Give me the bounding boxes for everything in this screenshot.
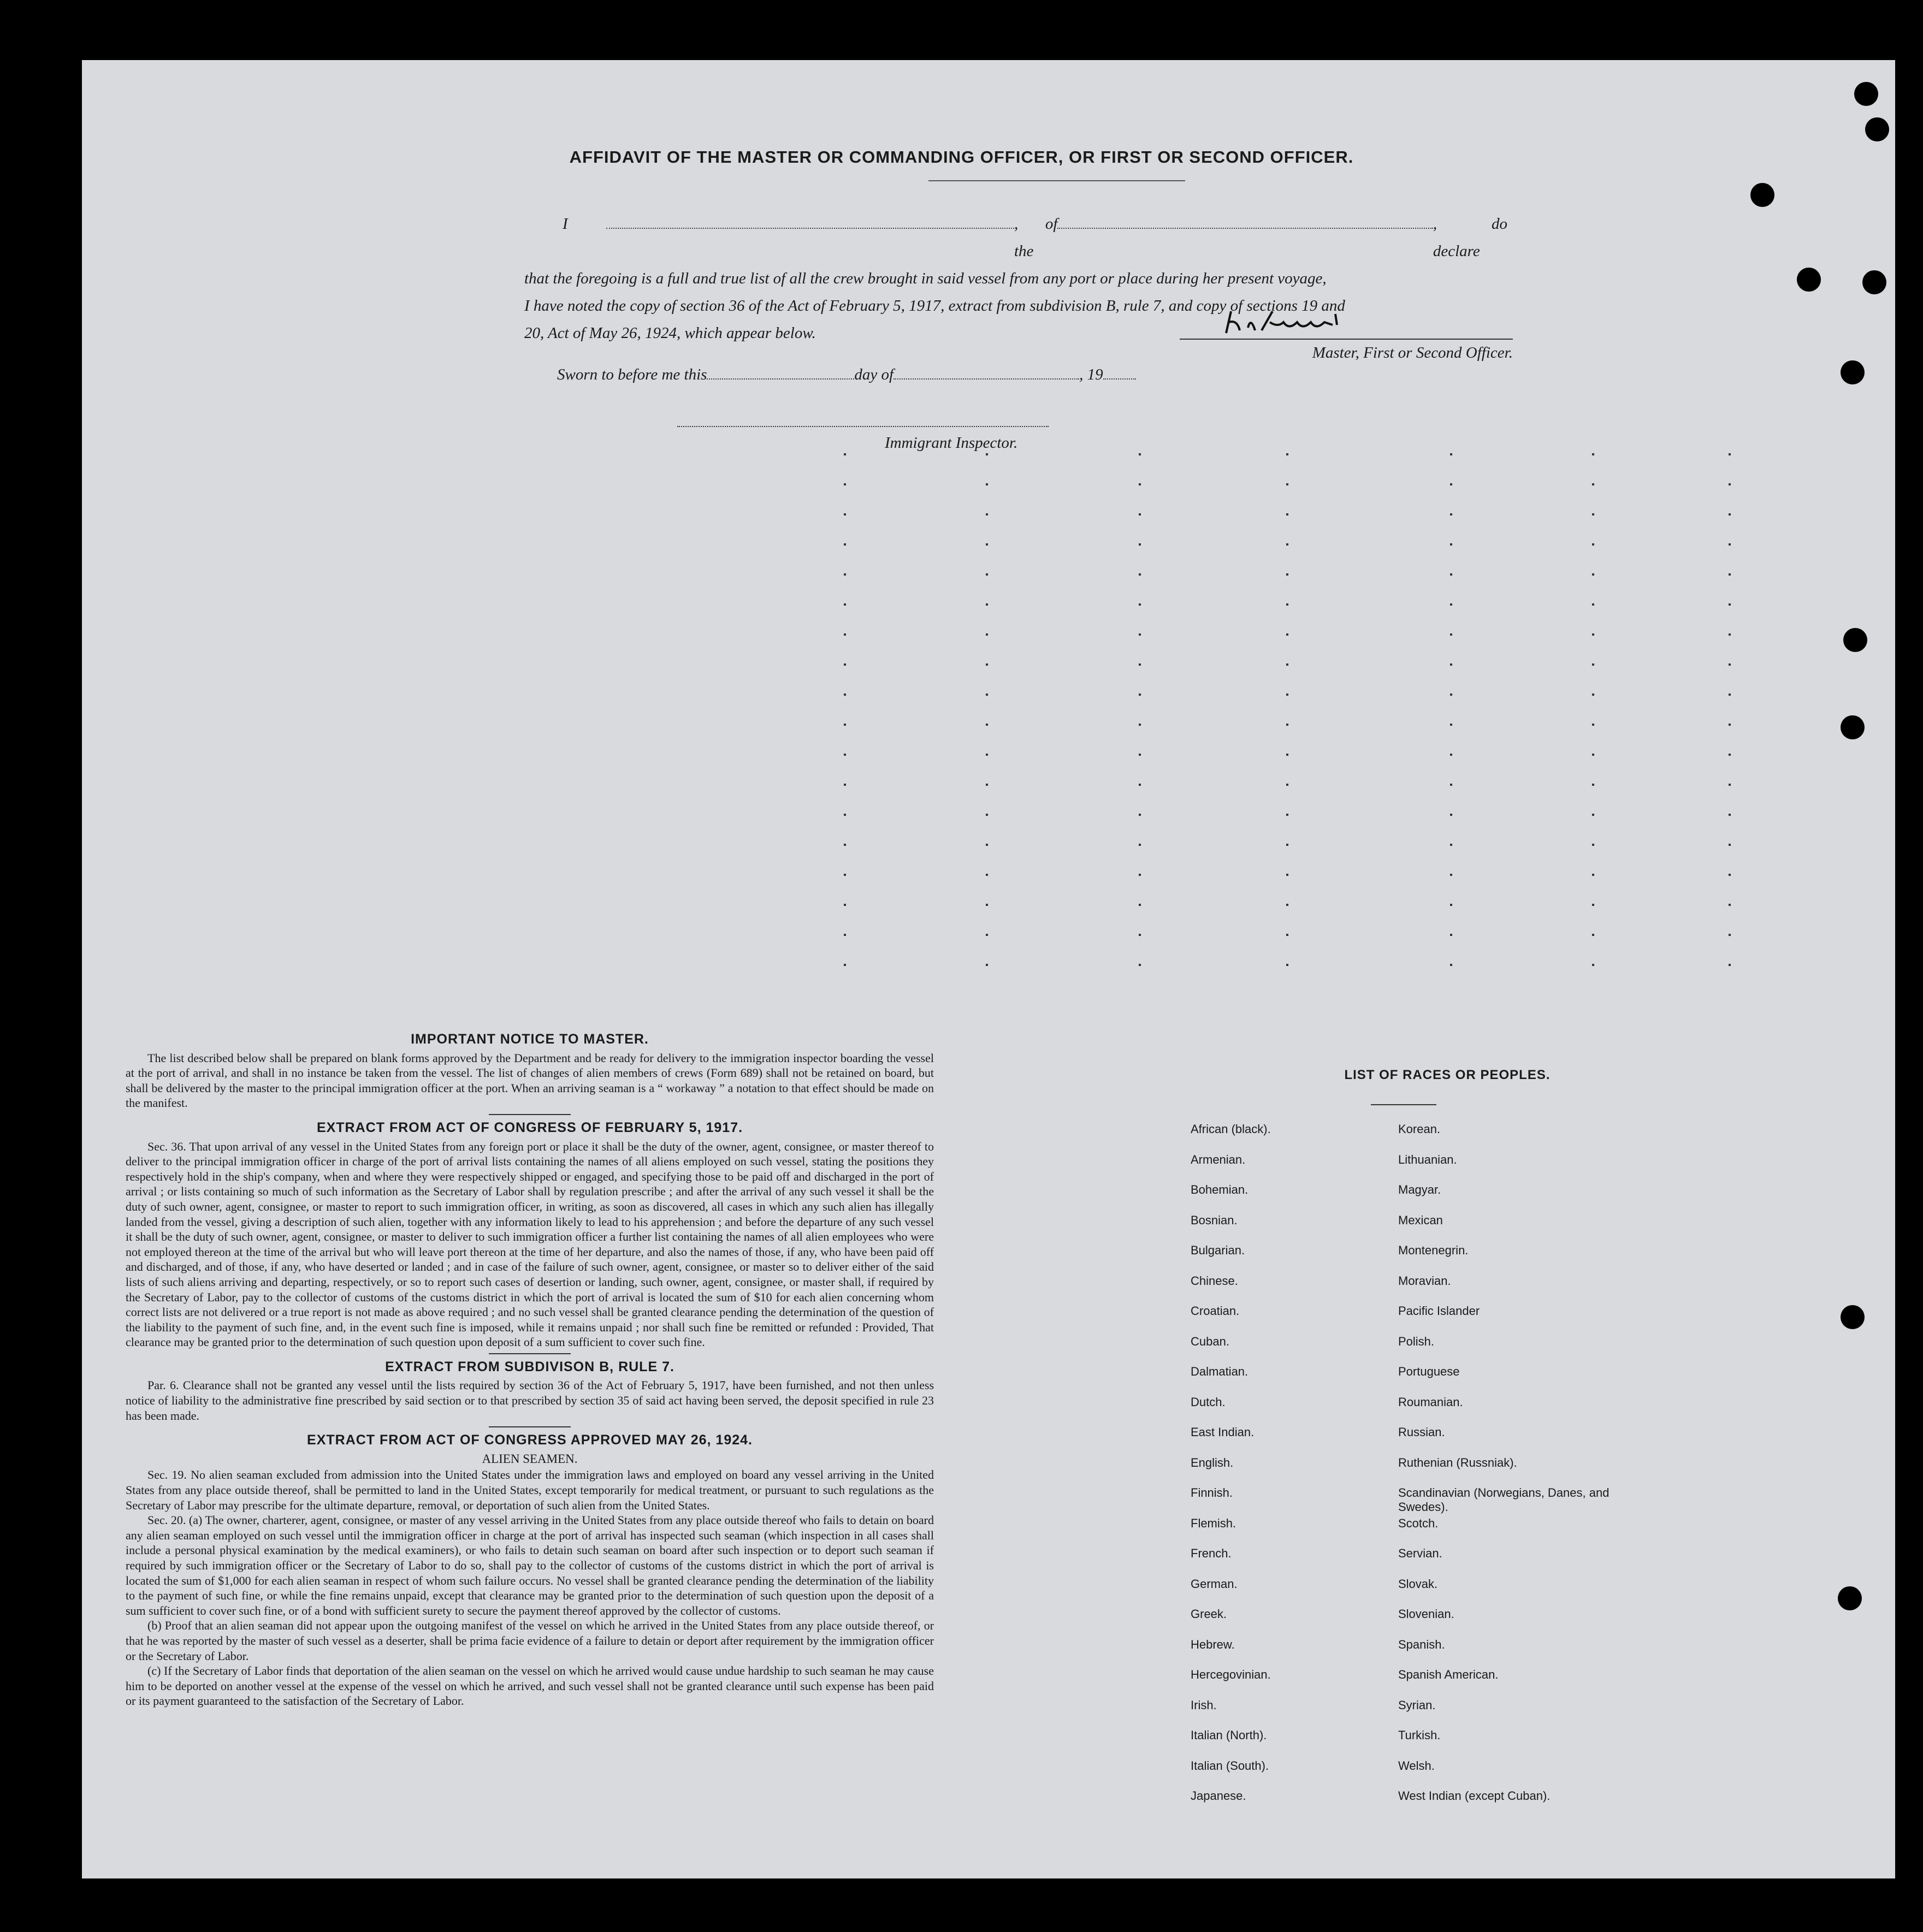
sworn-month-field[interactable] <box>894 375 1079 380</box>
signature-mark <box>1223 306 1365 339</box>
race-item: Hebrew. <box>1191 1637 1235 1651</box>
race-item: Bulgarian. <box>1191 1243 1245 1257</box>
sworn-prefix: Sworn to before me this <box>557 366 707 383</box>
race-item: Armenian. <box>1191 1152 1246 1166</box>
race-item: Scotch. <box>1398 1516 1439 1530</box>
punch-hole <box>1841 360 1865 384</box>
affidavit-title: AFFIDAVIT OF THE MASTER OR COMMANDING OFFICER, OR FIRST OR SECOND OFFICER. <box>569 147 1354 167</box>
column-guide <box>1450 453 1452 983</box>
race-item: Irish. <box>1191 1698 1217 1712</box>
sec20b-text: (b) Proof that an alien seaman did not appear upon the outgoing manifest of the vessel on which he arrived in the United States from any place outside thereof, or that he was reported by the master of such vessel as a deserter, shall be prima facie evidence of a failure to detain or deport after requirement by the immigration officer or the Secretary of Labor. <box>126 1619 934 1663</box>
punch-hole <box>1865 117 1889 141</box>
affidavit-line-3: I have noted the copy of section 36 of the Act of February 5, 1917, extract from subdivision B, rule 7, and copy of sections 19 and <box>524 297 1345 315</box>
signature-label: Master, First or Second Officer. <box>1312 344 1513 361</box>
race-item: Italian (North). <box>1191 1728 1267 1742</box>
sworn-line <box>557 366 1136 384</box>
column-guide <box>1592 453 1594 983</box>
sworn-day-field[interactable] <box>707 375 854 380</box>
affidavit-declare: , do declare <box>1433 215 1507 260</box>
race-row <box>1191 1728 1638 1759</box>
race-item: Mexican <box>1398 1213 1443 1227</box>
race-item: African (black). <box>1191 1122 1271 1136</box>
extract-rule7-heading: EXTRACT FROM SUBDIVISON B, RULE 7. <box>385 1359 674 1374</box>
race-item: Welsh. <box>1398 1758 1435 1773</box>
race-item: Slovenian. <box>1398 1607 1454 1621</box>
sec20a-text: Sec. 20. (a) The owner, charterer, agent, consignee, or master of any vessel arriving in the United States from any place outside thereof who fails to detain on board any alien seaman employed on such vessel until the immigration officer in charge at the port of arrival has inspected such seaman (which inspection in all cases shall include a personal physical examination by the medical examiners), or who fails to detain such seaman on board after such inspection or to deport such seaman if required by such immigration officer or the Secretary of Labor to do so, shall pay to the collector of customs of the customs district in which the port of arrival is located the sum of $1,000 for each alien seaman in respect of whom such failure occurs. No vessel shall be granted clearance pending the determination of the liability to the payment of such fine, or while the fine remains unpaid, except that clearance may be granted prior to the determination of such question upon the deposit of a sum sufficient to cover such fine, or of a bond with sufficient surety to secure the payment thereof approved by the collector of customs. <box>126 1513 934 1617</box>
section-rule <box>489 1426 571 1427</box>
race-item: Lithuanian. <box>1398 1152 1457 1166</box>
column-guide <box>844 453 846 983</box>
race-item: Spanish. <box>1398 1637 1445 1651</box>
race-item: Servian. <box>1398 1546 1442 1560</box>
race-item: Greek. <box>1191 1607 1227 1621</box>
race-row <box>1191 1335 1638 1365</box>
name-field[interactable] <box>606 224 1014 229</box>
punch-hole <box>1862 270 1886 294</box>
race-item: Moravian. <box>1398 1273 1451 1288</box>
race-item: Turkish. <box>1398 1728 1441 1742</box>
race-item: Cuban. <box>1191 1334 1229 1348</box>
race-item: Dalmatian. <box>1191 1365 1249 1378</box>
race-item: English. <box>1191 1455 1234 1469</box>
race-row <box>1191 1122 1638 1153</box>
race-item: Polish. <box>1398 1334 1435 1348</box>
race-item: German. <box>1191 1577 1238 1591</box>
race-item: Korean. <box>1398 1122 1441 1136</box>
race-item: Syrian. <box>1398 1698 1436 1712</box>
sec20c-text: (c) If the Secretary of Labor finds that deportation of the alien seaman on the vessel on which he arrived would cause undue hardship to such seaman he may cause him to be deported on another vessel at the expense of the vessel on which he arrived, and such vessel shall not be granted clearance until such expense has been paid or its payment guaranteed to the satisfaction of the Secretary of Labor. <box>126 1664 934 1708</box>
inspector-label: Immigrant Inspector. <box>885 434 1018 452</box>
punch-hole <box>1841 1305 1865 1329</box>
race-item: Pacific Islander <box>1398 1304 1480 1318</box>
race-row <box>1191 1365 1638 1395</box>
column-guide <box>1729 453 1731 983</box>
race-row <box>1191 1638 1638 1668</box>
extract-1924-heading: EXTRACT FROM ACT OF CONGRESS APPROVED MAY 26, 1924. <box>307 1432 753 1448</box>
section-rule <box>489 1114 571 1115</box>
race-item: Bohemian. <box>1191 1183 1249 1196</box>
race-row <box>1191 1516 1638 1547</box>
punch-hole <box>1838 1586 1862 1610</box>
race-item: Scandinavian (Norwegians, Danes, and Swedes). <box>1398 1486 1610 1514</box>
punch-hole <box>1854 82 1878 106</box>
race-item: Portuguese <box>1398 1365 1460 1378</box>
race-item: Magyar. <box>1398 1183 1441 1196</box>
race-item: Italian (South). <box>1191 1758 1269 1773</box>
race-item: Hercegovinian. <box>1191 1668 1271 1681</box>
race-row <box>1191 1759 1638 1789</box>
race-item: Slovak. <box>1398 1577 1438 1591</box>
affidavit-line-4: 20, Act of May 26, 1924, which appear below. <box>524 324 816 342</box>
race-row <box>1191 1577 1638 1608</box>
race-row <box>1191 1607 1638 1638</box>
title-rule <box>928 180 1185 181</box>
races-rule <box>1371 1104 1436 1105</box>
extract-rule7-text: Par. 6. Clearance shall not be granted any vessel until the lists required by section 36 of the Act of February 5, 1917, have been furnished, and not then unless notice of liability to the administrative fine prescribed by said section or to that prescribed by section 35 of said act having been served, the deposit specified in rule 23 has been made. <box>126 1378 934 1423</box>
race-item: Russian. <box>1398 1425 1445 1439</box>
section-rule <box>489 1353 571 1354</box>
column-guide <box>986 453 988 983</box>
race-item: Japanese. <box>1191 1789 1246 1803</box>
race-row <box>1191 1183 1638 1213</box>
race-row <box>1191 1546 1638 1577</box>
race-item: West Indian (except Cuban). <box>1398 1789 1551 1803</box>
race-row <box>1191 1213 1638 1244</box>
race-row <box>1191 1304 1638 1335</box>
affidavit-i: I <box>563 215 568 233</box>
punch-hole <box>1750 183 1774 207</box>
sworn-year-field[interactable] <box>1103 375 1136 380</box>
race-row <box>1191 1668 1638 1698</box>
races-list <box>1191 1122 1638 1820</box>
race-item: Chinese. <box>1191 1273 1238 1288</box>
race-item: Dutch. <box>1191 1395 1226 1409</box>
race-row <box>1191 1486 1638 1516</box>
column-guide <box>1286 453 1288 983</box>
races-title: LIST OF RACES OR PEOPLES. <box>1344 1068 1551 1082</box>
punch-hole <box>1841 715 1865 739</box>
race-row <box>1191 1243 1638 1274</box>
race-item: Roumanian. <box>1398 1395 1463 1409</box>
race-item: Finnish. <box>1191 1486 1233 1500</box>
race-item: Flemish. <box>1191 1516 1236 1530</box>
notice-heading: IMPORTANT NOTICE TO MASTER. <box>411 1032 649 1047</box>
race-row <box>1191 1274 1638 1305</box>
affidavit-of-the: , of the <box>1014 215 1058 260</box>
inspector-signature-line[interactable] <box>677 426 1049 427</box>
race-item: Spanish American. <box>1398 1668 1499 1681</box>
extract-1917-text: Sec. 36. That upon arrival of any vessel in the United States from any foreign port or place it shall be the duty of the owner, agent, consignee, or master thereof to deliver to the principal immigration officer in charge of the port of arrival lists containing the names of all aliens employed on such vessel, stating the positions they respectively hold in the ship's company, when and where they were respectively shipped or engaged, and specifying those to be paid off and discharged in the port of arrival ; or lists containing so much of such information as the Secretary of Labor shall by regulation prescribe ; and after the arrival of any such vessel it shall be the duty of such owner, agent, consignee, or master to report to such immigration officer, in writing, as soon as discovered, all cases in which any such alien has illegally landed from the vessel, giving a description of such alien, together with any information likely to lead to his apprehension ; and before the departure of any such vessel it shall be the duty of such owner, agent, consignee, or master to deliver to such immigration officer a further list containing the names of all alien employees who were not employed thereon at the time of the arrival but who will leave port thereon at the time of her departure, and also the names of those, if any, who have been paid off and discharged, and of those, if any, who have deserted or landed ; and in case of the failure of such owner, agent, consignee, or master so to deliver either of the said lists of such aliens arriving and departing, respectively, or so to report such cases of desertion or landing, such owner, agent, consignee, or master shall, if required by the Secretary of Labor, pay to the collector of customs of the customs district in which the port of arrival is located the sum of $10 for each alien concerning whom correct lists are not delivered or a true report is not made as above required ; and no such vessel shall be granted clearance pending the determination of the question of the liability to the payment of such fine, and, in the event such fine is imposed, while it remains unpaid ; nor shall such fine be remitted or refunded : Provided, That clearance may be granted prior to the determination of such question upon deposit of a sum sufficient to cover such fine. <box>126 1139 934 1349</box>
race-item: East Indian. <box>1191 1425 1255 1439</box>
vessel-field[interactable] <box>1057 224 1433 229</box>
column-guide <box>1139 453 1141 983</box>
race-item: Croatian. <box>1191 1304 1240 1318</box>
signature-line[interactable] <box>1180 306 1513 340</box>
race-row <box>1191 1456 1638 1486</box>
affidavit-line-2: that the foregoing is a full and true list of all the crew brought in said vessel from any port or place during her present voyage, <box>524 270 1327 287</box>
race-row <box>1191 1153 1638 1183</box>
sec19-text: Sec. 19. No alien seaman excluded from admission into the United States under the immigration laws and employed on board any vessel arriving in the United States from any place outside thereof, shall be permitted to land in the United States, except temporarily for medical treatment, or pursuant to such regulations as the Secretary of Labor may prescribe for the ultimate departure, removal, or deportation of such alien from the United States. <box>126 1468 934 1512</box>
sworn-year-label: , 19 <box>1079 366 1103 383</box>
extract-1917-heading: EXTRACT FROM ACT OF CONGRESS OF FEBRUARY 5, 1917. <box>316 1119 743 1135</box>
race-item: Bosnian. <box>1191 1213 1238 1227</box>
punch-hole <box>1797 268 1821 292</box>
punch-hole <box>1843 628 1867 652</box>
race-item: French. <box>1191 1546 1232 1560</box>
sworn-day-label: day of <box>854 366 894 383</box>
race-row <box>1191 1395 1638 1426</box>
race-row <box>1191 1789 1638 1820</box>
race-row <box>1191 1425 1638 1456</box>
alien-seamen-subheading: ALIEN SEAMEN. <box>482 1451 578 1466</box>
race-item: Ruthenian (Russniak). <box>1398 1455 1517 1469</box>
legal-text-column <box>126 1027 934 1709</box>
notice-text: The list described below shall be prepared on blank forms approved by the Department and be ready for delivery to the immigration inspector boarding the vessel at the port of arrival, and shall in no instance be taken from the vessel. The list of changes of alien members of crews (Form 689) shall not be retained on board, but shall be delivered by the master to the principal immigration officer at the port. When an arriving seaman is a “ workaway ” a notation to that effect should be made on the manifest. <box>126 1051 934 1110</box>
race-row <box>1191 1698 1638 1729</box>
affidavit-line-1 <box>524 210 1507 265</box>
race-item: Montenegrin. <box>1398 1243 1469 1257</box>
